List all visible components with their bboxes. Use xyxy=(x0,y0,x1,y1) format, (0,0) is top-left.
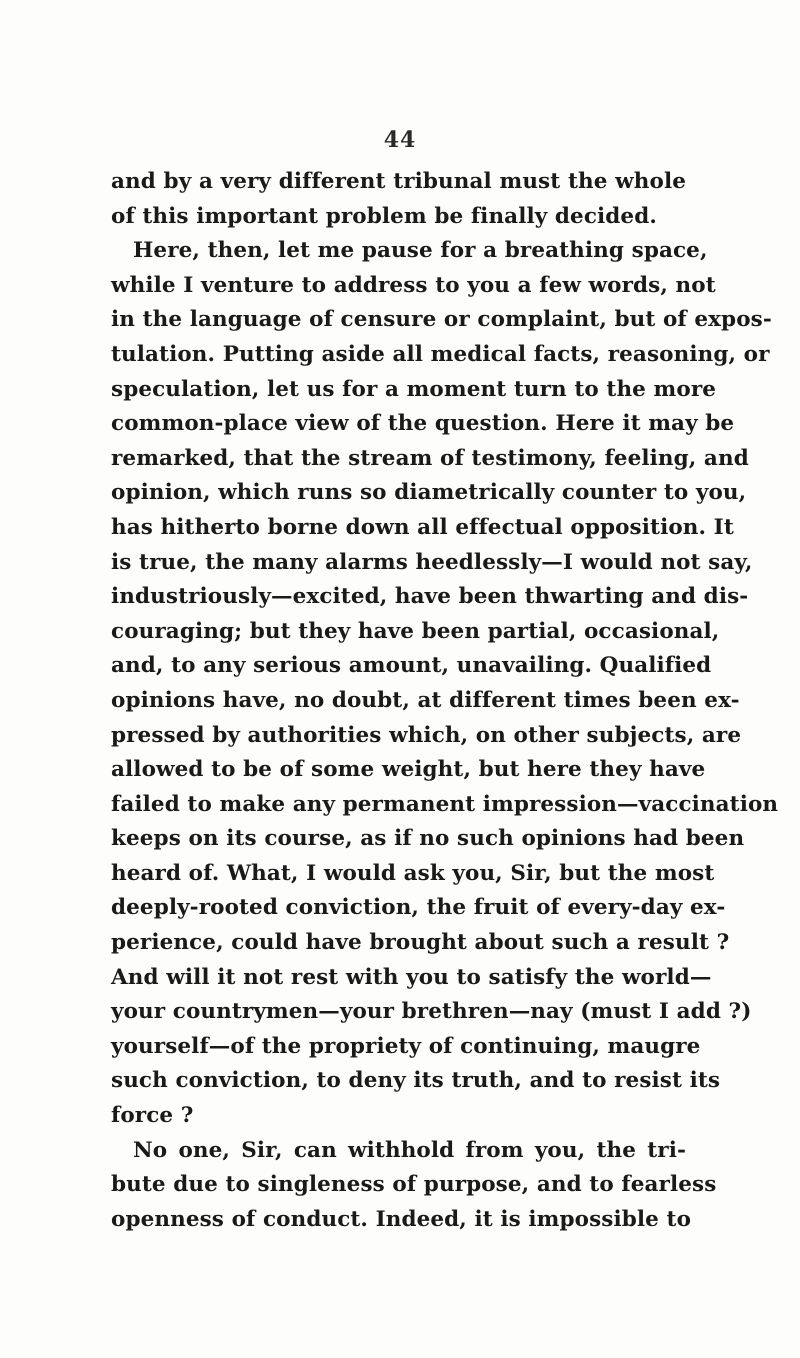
text-line: and, to any serious amount, unavailing. Qualified xyxy=(111,653,712,679)
text-line: has hitherto borne down all effectual opposition. It xyxy=(111,514,734,540)
text-line: speculation, let us for a moment turn to the more xyxy=(111,376,717,402)
text-line: is true, the many alarms heedlessly—I would not say, xyxy=(111,549,753,575)
text-line: deeply-rooted conviction, the fruit of every-day ex- xyxy=(111,895,726,921)
text-line: in the language of censure or complaint, but of expos- xyxy=(111,307,772,333)
text-line: heard of. What, I would ask you, Sir, but the most xyxy=(111,860,715,886)
text-line: opinion, which runs so diametrically counter to you, xyxy=(111,480,747,506)
page-number: 44 xyxy=(383,127,417,153)
text-line: and by a very different tribunal must the whole xyxy=(111,169,686,194)
text-line: failed to make any permanent impression—vaccination xyxy=(111,791,779,817)
text-line: common-place view of the question. Here it may be xyxy=(111,411,735,437)
text-line: Here, then, let me pause for a breathing space, xyxy=(133,238,708,264)
text-line: of this important problem be finally decided. xyxy=(111,203,657,229)
text-line: perience, could have brought about such a result ? xyxy=(111,930,730,956)
text-line: such conviction, to deny its truth, and to resist its xyxy=(111,1068,721,1094)
text-line: openness of conduct. Indeed, it is impossible to xyxy=(111,1206,692,1232)
text-line: allowed to be of some weight, but here they have xyxy=(111,757,706,783)
text-line: tulation. Putting aside all medical facts, reasoning, or xyxy=(111,341,770,367)
text-line: while I venture to address to you a few words, not xyxy=(111,272,716,298)
text-line: industriously—excited, have been thwarting and dis- xyxy=(111,584,749,610)
text-line: pressed by authorities which, on other subjects, are xyxy=(111,722,742,748)
body-text xyxy=(111,165,779,1237)
text-line: couraging; but they have been partial, occasional, xyxy=(111,618,720,644)
text-line: yourself—of the propriety of continuing, maugre xyxy=(111,1033,701,1059)
text-line: remarked, that the stream of testimony, feeling, and xyxy=(111,445,749,471)
text-line: opinions have, no doubt, at different times been ex- xyxy=(111,687,740,713)
text-line: your countrymen—your brethren—nay (must I add ?) xyxy=(111,999,752,1025)
text-line: force ? xyxy=(111,1103,194,1129)
text-line: And will it not rest with you to satisfy the world— xyxy=(111,964,712,990)
text-line: bute due to singleness of purpose, and to fearless xyxy=(111,1172,717,1198)
text-line: No one, Sir, can withhold from you, the tri- xyxy=(133,1137,686,1163)
text-line: keeps on its course, as if no such opinions had been xyxy=(111,826,745,852)
